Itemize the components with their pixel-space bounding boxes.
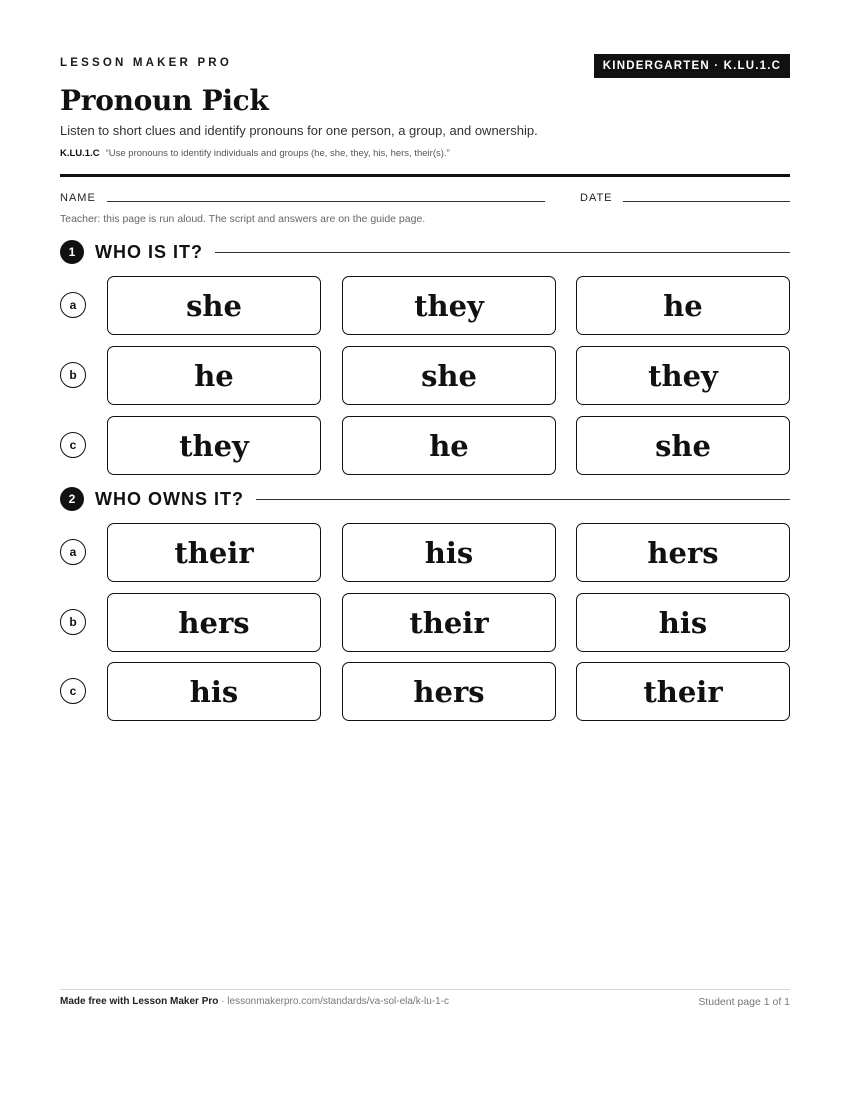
choice-card[interactable]: they — [107, 416, 321, 475]
grade-badge: KINDERGARTEN · K.LU.1.C — [594, 54, 790, 78]
teacher-note: Teacher: this page is run aloud. The script and answers are on the guide page. — [60, 213, 426, 225]
footer-credit — [60, 996, 449, 1007]
choice-card[interactable]: they — [342, 276, 556, 335]
name-field[interactable] — [107, 201, 545, 202]
name-label: NAME — [60, 192, 96, 204]
choice-card[interactable]: they — [576, 346, 790, 405]
row-letter: c — [60, 678, 86, 704]
choice-card[interactable]: his — [342, 523, 556, 582]
question-row — [60, 662, 790, 722]
footer-separator: · — [218, 996, 228, 1007]
section-rule — [215, 252, 790, 253]
footer-divider — [60, 989, 790, 990]
question-row — [60, 523, 790, 583]
page-subtitle: Listen to short clues and identify pronouns for one person, a group, and ownership. — [60, 123, 538, 138]
choice-card[interactable]: she — [107, 276, 321, 335]
standard-code: K.LU.1.C — [60, 148, 100, 159]
choice-card[interactable]: their — [107, 523, 321, 582]
choice-card[interactable]: his — [576, 593, 790, 652]
section-title: WHO IS IT? — [95, 241, 203, 262]
section-who-is-it — [60, 241, 790, 263]
date-field[interactable] — [623, 201, 790, 202]
brand-name: LESSON MAKER PRO — [60, 57, 232, 69]
choice-card[interactable]: their — [342, 593, 556, 652]
row-letter: a — [60, 539, 86, 565]
section-who-owns-it — [60, 488, 790, 510]
choice-card[interactable]: he — [107, 346, 321, 405]
choice-card[interactable]: he — [342, 416, 556, 475]
row-letter: b — [60, 362, 86, 388]
footer-made: Made free with Lesson Maker Pro — [60, 996, 219, 1007]
choice-card[interactable]: hers — [342, 662, 556, 721]
question-row — [60, 276, 790, 336]
section-number: 1 — [60, 240, 84, 264]
section-rule — [256, 499, 790, 500]
row-letter: a — [60, 292, 86, 318]
standard-text: “Use pronouns to identify individuals and groups (he, she, they, his, hers, their(s).” — [105, 148, 450, 159]
question-row — [60, 346, 790, 406]
row-letter: b — [60, 609, 86, 635]
standard-line — [60, 148, 450, 159]
question-row — [60, 416, 790, 476]
footer-page-number: Student page 1 of 1 — [698, 996, 790, 1008]
choice-card[interactable]: his — [107, 662, 321, 721]
choice-card[interactable]: hers — [576, 523, 790, 582]
choice-card[interactable]: she — [576, 416, 790, 475]
header-divider — [60, 174, 790, 177]
section-number: 2 — [60, 487, 84, 511]
section-title: WHO OWNS IT? — [95, 488, 244, 509]
choice-card[interactable]: she — [342, 346, 556, 405]
row-letter: c — [60, 432, 86, 458]
choice-card[interactable]: hers — [107, 593, 321, 652]
question-row — [60, 593, 790, 653]
page-title: Pronoun Pick — [60, 84, 269, 117]
choice-card[interactable]: their — [576, 662, 790, 721]
footer-url[interactable]: lessonmakerpro.com/standards/va-sol-ela/k-lu-1-c — [227, 996, 450, 1007]
date-label: DATE — [580, 192, 613, 204]
choice-card[interactable]: he — [576, 276, 790, 335]
